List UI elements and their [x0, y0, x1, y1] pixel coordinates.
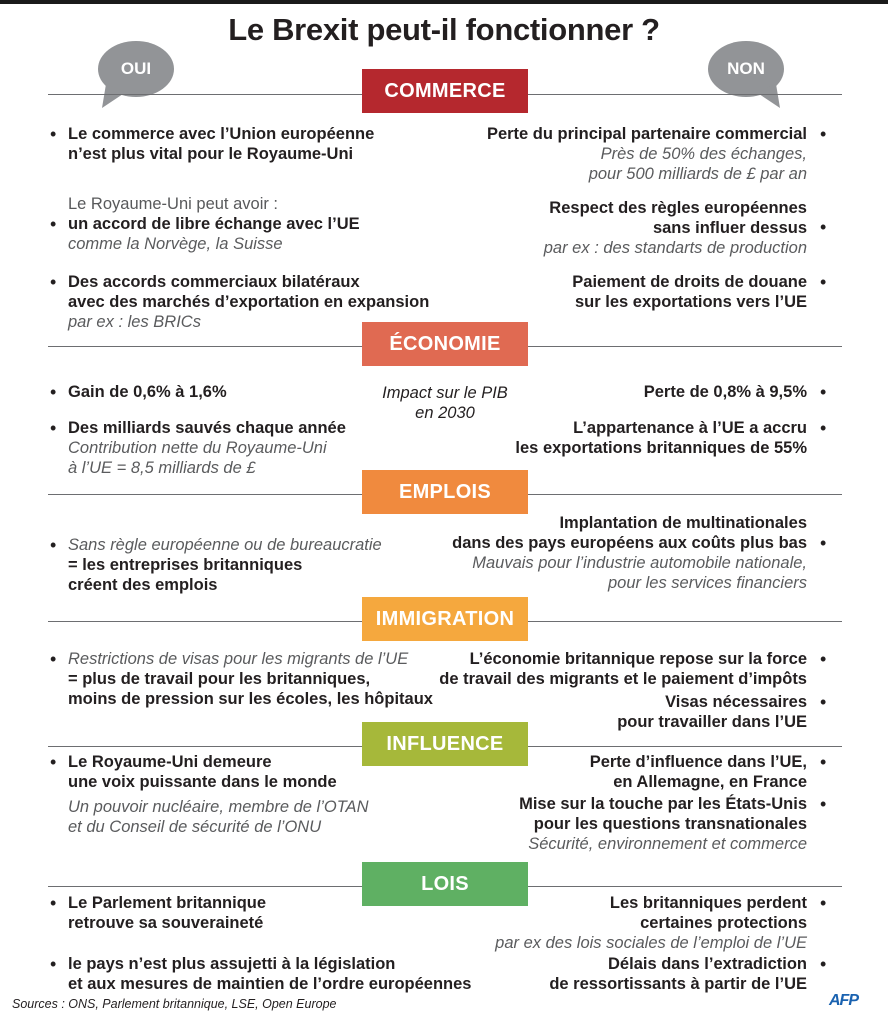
bullet: •	[50, 649, 57, 669]
bullet: •	[50, 382, 57, 402]
text-line: Perte de 0,8% à 9,5%	[643, 383, 807, 401]
bullet: •	[50, 418, 57, 438]
section-influence-header: INFLUENCE	[362, 722, 528, 766]
influence-oui-1	[68, 752, 368, 837]
text-line: Des accords commerciaux bilatéraux	[68, 273, 360, 291]
bullet: •	[820, 418, 827, 438]
text-line: Gain de 0,6% à 1,6%	[68, 383, 227, 401]
text-line: sur les exportations vers l’UE	[574, 293, 807, 311]
text-line: Restrictions de visas pour les migrants de l’UE	[68, 650, 409, 668]
text-line: Sans règle européenne ou de bureaucratie	[68, 536, 382, 554]
text-line: Mauvais pour l’industrie automobile nationale,	[472, 554, 807, 572]
bullet: •	[50, 954, 57, 974]
bullet: •	[820, 124, 827, 144]
text-line: Perte d’influence dans l’UE,	[589, 753, 807, 771]
bullet: •	[820, 649, 827, 669]
section-emplois-header: EMPLOIS	[362, 470, 528, 514]
top-bar	[0, 0, 888, 4]
commerce-oui-1	[68, 124, 374, 164]
oui-label: OUI	[120, 59, 152, 78]
section-commerce-header: COMMERCE	[362, 69, 528, 113]
text-line: et aux mesures de maintien de l’ordre européennes	[68, 975, 472, 993]
non-label: NON	[727, 59, 765, 78]
lois-oui-2	[68, 954, 471, 994]
text-line: en Allemagne, en France	[613, 773, 807, 791]
text-line: Perte du principal partenaire commercial	[486, 125, 807, 143]
text-line: Impact sur le PIB	[382, 384, 508, 402]
text-line: = plus de travail pour les britanniques,	[68, 670, 371, 688]
text-line: Paiement de droits de douane	[572, 273, 807, 291]
text-line: = les entreprises britanniques	[68, 556, 303, 574]
bullet: •	[820, 954, 827, 974]
commerce-non-1	[487, 124, 807, 184]
immigration-non-2	[617, 692, 807, 732]
economie-non-1	[644, 382, 807, 402]
lois-non-1	[495, 893, 807, 953]
section-economie-header: ÉCONOMIE	[362, 322, 528, 366]
lois-oui-1	[68, 893, 266, 933]
economie-oui-1	[68, 382, 227, 402]
text-line: Contribution nette du Royaume-Uni	[68, 439, 327, 457]
text-line: Les britanniques perdent	[609, 894, 807, 912]
text-line: sans influer dessus	[652, 219, 807, 237]
economie-non-2	[515, 418, 807, 458]
emplois-non-1	[452, 513, 807, 593]
text-line: L’appartenance à l’UE a accru	[573, 419, 807, 437]
text-line: en 2030	[415, 404, 475, 422]
text-line: par ex : des standarts de production	[543, 239, 807, 257]
text-line: Le Royaume-Uni demeure	[68, 753, 272, 771]
text-line: Près de 50% des échanges,	[600, 145, 807, 163]
text-line: Mise sur la touche par les États-Unis	[519, 795, 807, 813]
text-line: le pays n’est plus assujetti à la législation	[68, 955, 396, 973]
text-line: pour 500 milliards de £ par an	[588, 165, 807, 183]
lois-non-2	[549, 954, 807, 994]
bullet: •	[50, 752, 57, 772]
text-line: et du Conseil de sécurité de l’ONU	[68, 818, 322, 836]
oui-bubble	[96, 40, 176, 110]
text-line: Visas nécessaires	[665, 693, 807, 711]
page-title: Le Brexit peut-il fonctionner ?	[228, 12, 660, 47]
bullet: •	[820, 382, 827, 402]
text-line: Le Royaume-Uni peut avoir :	[68, 195, 279, 213]
text-line: de travail des migrants et le paiement d’impôts	[439, 670, 807, 688]
text-line: de ressortissants à partir de l’UE	[549, 975, 807, 993]
bullet: •	[50, 214, 57, 234]
bullet: •	[820, 533, 827, 553]
bullet: •	[50, 124, 57, 144]
text-line: moins de pression sur les écoles, les hôpitaux	[68, 690, 433, 708]
bullet: •	[820, 893, 827, 913]
economie-oui-2	[68, 418, 346, 478]
commerce-non-3	[572, 272, 807, 312]
text-line: Respect des règles européennes	[549, 199, 807, 217]
influence-non-1	[590, 752, 807, 792]
non-bubble	[706, 40, 786, 110]
text-line: par ex des lois sociales de l’emploi de l’UE	[495, 934, 807, 952]
bullet: •	[820, 272, 827, 292]
commerce-non-2	[544, 198, 807, 258]
text-line: pour les services financiers	[608, 574, 807, 592]
text-line: avec des marchés d’exportation en expansion	[68, 293, 430, 311]
text-line: retrouve sa souveraineté	[68, 914, 264, 932]
bullet: •	[820, 692, 827, 712]
section-immigration-header: IMMIGRATION	[362, 597, 528, 641]
text-line: pour travailler dans l’UE	[617, 713, 807, 731]
bullet: •	[820, 794, 827, 814]
text-line: Délais dans l’extradiction	[608, 955, 807, 973]
commerce-oui-2	[68, 194, 360, 254]
text-line: un accord de libre échange avec l’UE	[68, 215, 360, 233]
emplois-oui-1	[68, 535, 382, 595]
text-line: à l’UE = 8,5 milliards de £	[68, 459, 256, 477]
section-lois-header: LOIS	[362, 862, 528, 906]
text-line: les exportations britanniques de 55%	[515, 439, 807, 457]
text-line: Sécurité, environnement et commerce	[528, 835, 807, 853]
text-line: certaines protections	[640, 914, 807, 932]
text-line: créent des emplois	[68, 576, 218, 594]
text-line: n’est plus vital pour le Royaume-Uni	[68, 145, 354, 163]
text-line: L’économie britannique repose sur la force	[469, 650, 807, 668]
text-line: Le commerce avec l’Union européenne	[68, 125, 375, 143]
afp-logo: AFP	[829, 992, 858, 1009]
bullet: •	[820, 752, 827, 772]
text-line: par ex : les BRICs	[68, 313, 201, 331]
text-line: Implantation de multinationales	[559, 514, 807, 532]
sources-note: Sources : ONS, Parlement britannique, LSE, Open Europe	[12, 997, 337, 1011]
text-line: Le Parlement britannique	[68, 894, 267, 912]
influence-non-2	[519, 794, 807, 854]
economie-center-note	[362, 383, 528, 423]
text-line: pour les questions transnationales	[533, 815, 807, 833]
bullet: •	[50, 272, 57, 292]
text-line: Des milliards sauvés chaque année	[68, 419, 346, 437]
text-line: Un pouvoir nucléaire, membre de l’OTAN	[68, 798, 369, 816]
text-line: comme la Norvège, la Suisse	[68, 235, 283, 253]
text-line: une voix puissante dans le monde	[68, 773, 337, 791]
text-line: dans des pays européens aux coûts plus bas	[452, 534, 807, 552]
bullet: •	[50, 893, 57, 913]
bullet: •	[820, 217, 827, 237]
immigration-oui-1	[68, 649, 433, 709]
bullet: •	[50, 535, 57, 555]
immigration-non-1	[439, 649, 807, 689]
